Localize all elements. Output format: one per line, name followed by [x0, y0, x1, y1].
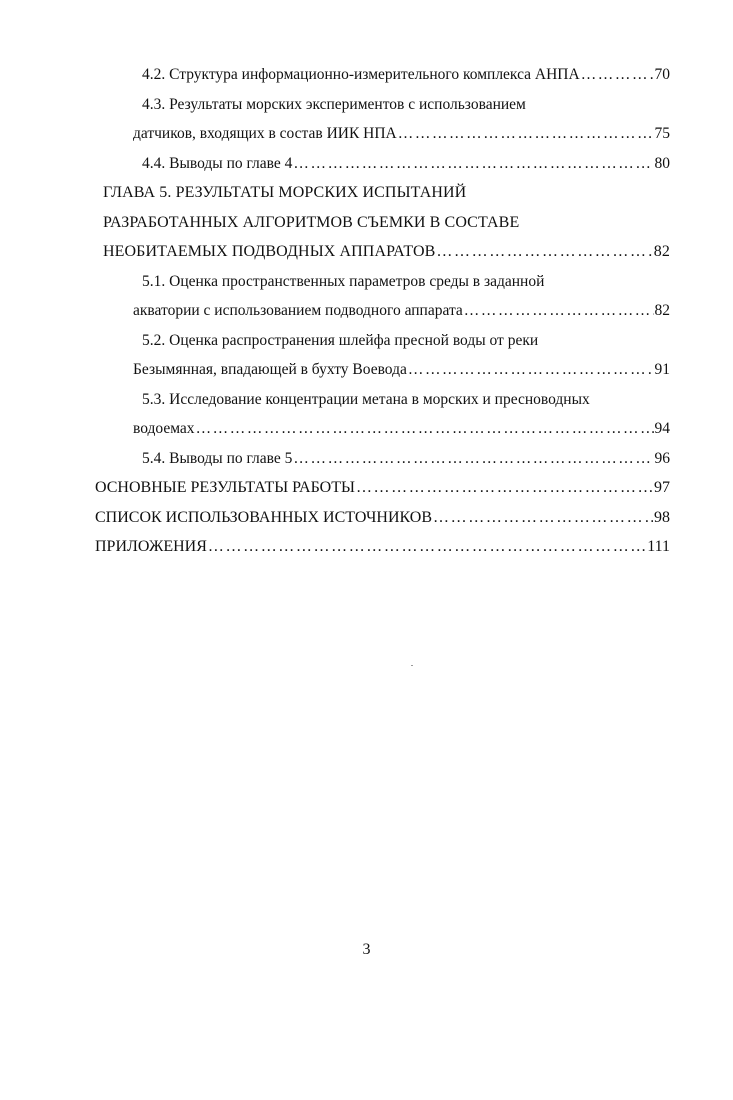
toc-entry-page: 75 — [654, 125, 670, 142]
toc-entry-title: 4.2. Структура информационно-измерительного комплекса АНПА — [142, 66, 580, 83]
toc-chapter-5-line3 — [95, 237, 670, 267]
page-number: 3 — [362, 941, 371, 958]
toc-entry-references — [95, 503, 670, 533]
toc-entry-main-results — [95, 473, 670, 503]
toc-entry-page: 111 — [647, 538, 670, 555]
toc-entry-4-3-line2 — [95, 119, 670, 149]
toc-entry-title: 5.1. Оценка пространственных параметров среды в заданной — [142, 272, 545, 290]
toc-entry-title: ОСНОВНЫЕ РЕЗУЛЬТАТЫ РАБОТЫ — [95, 479, 355, 496]
toc-leader-dots — [293, 444, 653, 474]
toc-entry-page: 82 — [654, 302, 670, 319]
toc-entry-4-3-line1 — [95, 90, 670, 120]
toc-entry-page: 70 — [654, 66, 670, 83]
toc-entry-title: 5.3. Исследование концентрации метана в морских и пресноводных — [142, 390, 590, 408]
toc-chapter-5-line2 — [95, 208, 670, 238]
toc-entry-4-2 — [95, 60, 670, 90]
toc-entry-title-continued: водоемах — [133, 420, 195, 437]
toc-entry-5-1-line2 — [95, 296, 670, 326]
toc-entry-page: 91 — [654, 361, 670, 378]
toc-entry-title: ПРИЛОЖЕНИЯ — [95, 538, 207, 555]
toc-entry-page: 96 — [654, 449, 670, 467]
toc-chapter-5-line1 — [95, 178, 670, 208]
toc-entry-appendices — [95, 532, 670, 562]
toc-entry-title-continued: Безымянная, впадающей в бухту Воевода — [133, 361, 407, 378]
toc-leader-dots — [433, 503, 653, 533]
toc-entry-title-continued: датчиков, входящих в состав ИИК НПА — [133, 125, 397, 142]
toc-entry-page: 94 — [654, 420, 670, 437]
toc-entry-page: 82 — [653, 243, 670, 260]
table-of-contents — [95, 60, 670, 562]
toc-entry-5-3-line2 — [95, 414, 670, 444]
toc-entry-title: 4.3. Результаты морских экспериментов с использованием — [142, 95, 526, 113]
toc-leader-dots — [408, 355, 654, 385]
scan-speck — [411, 665, 413, 666]
toc-chapter-title-continued: НЕОБИТАЕМЫХ ПОДВОДНЫХ АППАРАТОВ — [103, 243, 436, 260]
toc-entry-5-4 — [95, 444, 670, 474]
toc-entry-title-continued: акватории с использованием подводного аппарата — [133, 302, 463, 319]
toc-leader-dots — [208, 532, 646, 562]
toc-entry-page: 80 — [654, 154, 670, 172]
toc-leader-dots — [581, 60, 654, 90]
toc-entry-page: 98 — [654, 508, 670, 526]
toc-leader-dots — [436, 237, 652, 267]
toc-leader-dots — [293, 149, 653, 179]
toc-entry-title: СПИСОК ИСПОЛЬЗОВАННЫХ ИСТОЧНИКОВ — [95, 508, 433, 526]
toc-leader-dots — [464, 296, 654, 326]
toc-entry-5-1-line1 — [95, 267, 670, 297]
toc-entry-4-4 — [95, 149, 670, 179]
toc-chapter-title: ГЛАВА 5. РЕЗУЛЬТАТЫ МОРСКИХ ИСПЫТАНИЙ — [103, 184, 467, 201]
toc-leader-dots — [356, 473, 653, 503]
toc-entry-5-2-line1 — [95, 326, 670, 356]
toc-entry-title: 5.2. Оценка распространения шлейфа пресной воды от реки — [142, 331, 539, 349]
toc-chapter-title-continued: РАЗРАБОТАННЫХ АЛГОРИТМОВ СЪЕМКИ В СОСТАВЕ — [103, 213, 520, 231]
toc-entry-5-3-line1 — [95, 385, 670, 415]
toc-leader-dots — [398, 119, 654, 149]
toc-entry-title: 4.4. Выводы по главе 4 — [142, 154, 293, 172]
toc-entry-page: 97 — [654, 479, 670, 496]
toc-entry-title: 5.4. Выводы по главе 5 — [142, 449, 293, 467]
toc-leader-dots — [196, 414, 654, 444]
toc-entry-5-2-line2 — [95, 355, 670, 385]
